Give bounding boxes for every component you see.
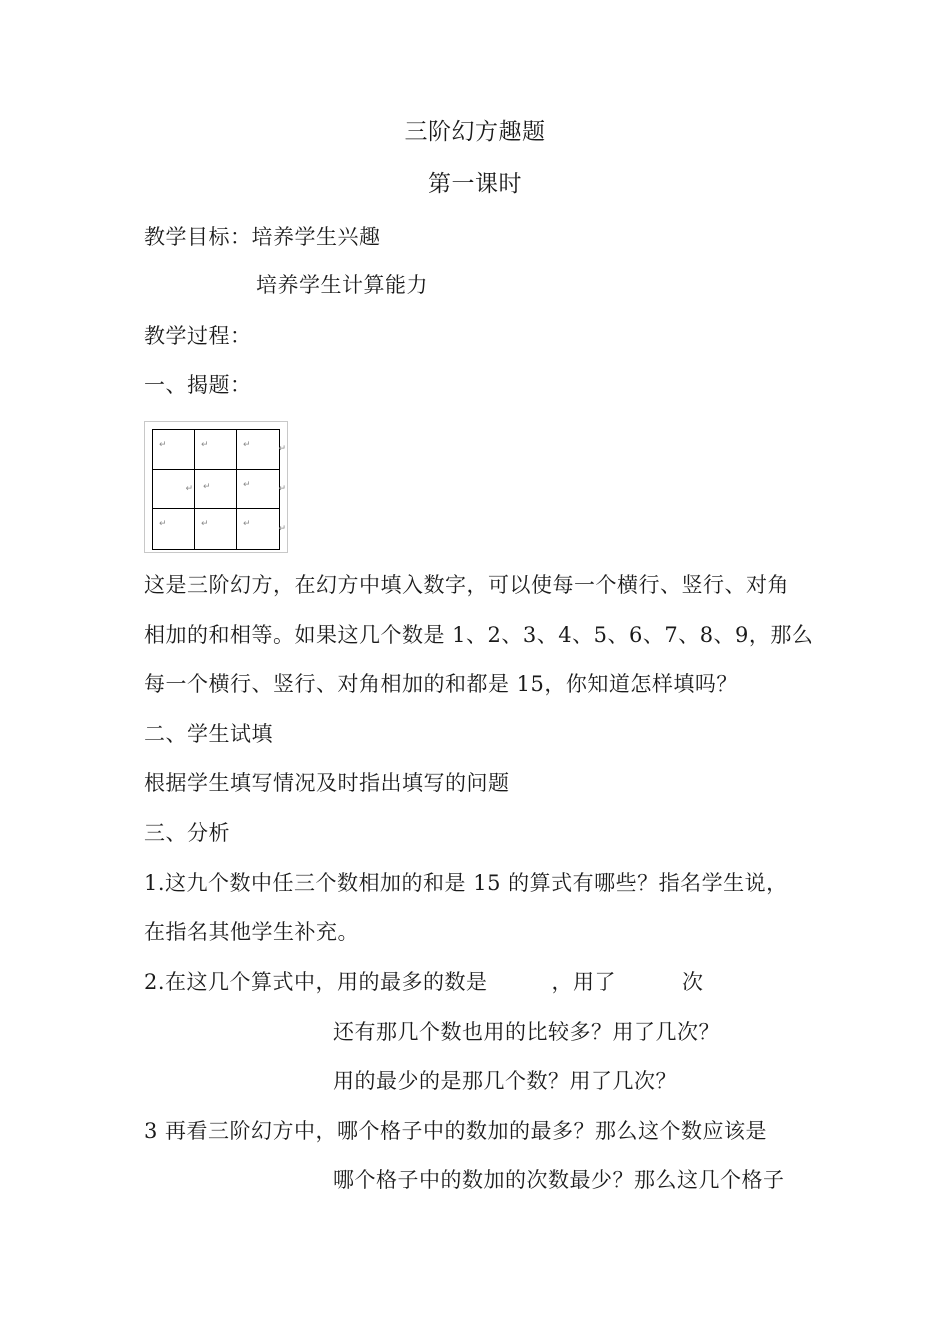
paragraph-mark-icon: ↵ [201,440,209,450]
document-title: 三阶幻方趣题 [404,119,546,145]
paragraph-mark-icon: ↵ [278,444,286,454]
question3-line-2: 哪个格子中的数加的次数最少？那么这几个格子 [333,1168,785,1192]
section3-heading: 三、分析 [144,821,230,845]
question1-line-1: 1.这九个数中任三个数相加的和是 15 的算式有哪些？指名学生说， [144,871,788,895]
grid-cell [237,509,279,549]
question2-line-3: 用的最少的是那几个数？用了几次？ [333,1069,677,1093]
paragraph-mark-icon: ↵ [201,519,209,530]
question2-line-2: 还有那几个数也用的比较多？用了几次？ [333,1020,720,1044]
paragraph-mark-icon: ↵ [203,481,211,492]
question3-line-1: 3 再看三阶幻方中，哪个格子中的数加的最多？那么这个数应该是 [144,1119,768,1143]
objective-item-1: 培养学生兴趣 [251,225,381,249]
paragraph-mark-icon: ↵ [159,519,167,530]
paragraph-mark-icon: ↵ [159,440,167,450]
magic-square-grid [152,429,280,550]
grid-cell [153,430,195,470]
question1-line-2: 在指名其他学生补充。 [144,920,359,944]
paragraph-mark-icon: ↵ [278,524,286,534]
grid-cell [153,509,195,549]
objective-item-2: 培养学生计算能力 [256,273,428,297]
paragraph-mark-icon: ↵ [185,483,193,494]
intro-paragraph-line-1: 这是三阶幻方，在幻方中填入数字，可以使每一个横行、竖行、对角 [144,573,789,597]
process-label: 教学过程： [144,324,252,348]
question2-text-c: 次 [682,970,704,994]
section1-heading: 一、揭题： [144,373,252,397]
section2-text: 根据学生填写情况及时指出填写的问题 [144,771,510,795]
grid-cell [237,430,279,470]
paragraph-mark-icon: ↵ [278,484,286,494]
paragraph-mark-icon: ↵ [243,519,251,530]
grid-cell [153,470,195,510]
paragraph-mark-icon: ↵ [243,479,251,490]
magic-square-figure [144,421,288,553]
section2-heading: 二、学生试填 [144,722,273,746]
grid-cell [195,430,237,470]
question2-line-1 [144,969,704,995]
grid-cell [195,470,237,510]
intro-paragraph-line-3: 每一个横行、竖行、对角相加的和都是 15，你知道怎样填吗？ [144,672,738,696]
grid-cell [237,470,279,510]
lesson-subtitle: 第一课时 [428,171,522,197]
objectives-label: 教学目标： [144,225,252,249]
grid-cell [195,509,237,549]
question2-text-a: 2.在这几个算式中，用的最多的数是 [144,970,488,994]
paragraph-mark-icon: ↵ [243,440,251,450]
intro-paragraph-line-2: 相加的和相等。如果这几个数是 1、2、3、4、5、6、7、8、9，那么 [144,623,814,647]
objectives-line [144,224,381,250]
question2-text-b: ，用了 [551,970,617,994]
